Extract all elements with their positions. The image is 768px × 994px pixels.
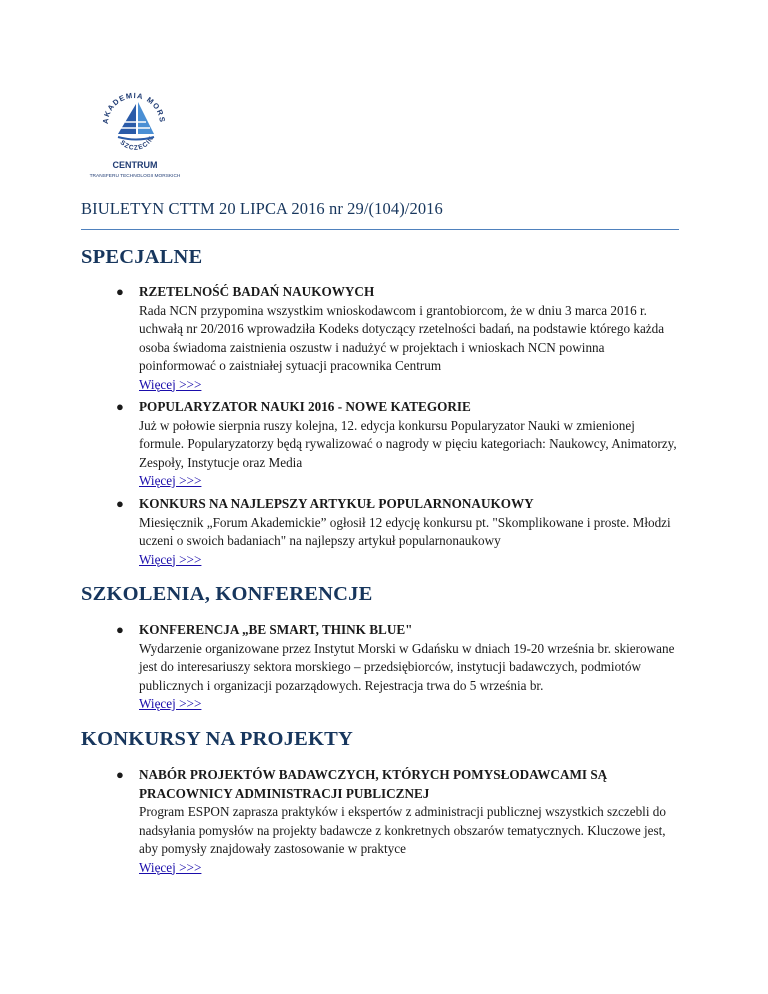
section-heading-szkolenia: SZKOLENIA, KONFERENCJE — [81, 583, 373, 605]
svg-text:AKADEMIA MORSKA — [88, 78, 167, 124]
list-item — [81, 621, 681, 714]
item-text: Już w połowie sierpnia ruszy kolejna, 12. edycja konkursu Popularyzator Nauki w zmienionej formule. Popularyzatorzy będą rywalizować o nagrody w pięciu kategoriach: Naukowcy, Animatorzy, Zespoły, Instytucje oraz Media — [139, 417, 677, 470]
sail-icon — [118, 102, 154, 140]
logo-name: CENTRUM — [112, 160, 158, 170]
item-text: Wydarzenie organizowane przez Instytut Morski w Gdańsku w dniach 19-20 września br. skierowane jest do interesariuszy sektora morskiego – przedsiębiorców, instytucji badawczych, podmiotów publicznych i organizacji pozarządowych. Rejestracja trwa do 5 września br. — [139, 640, 675, 693]
bullet-icon: ● — [116, 767, 124, 782]
item-title: RZETELNOŚĆ BADAŃ NAUKOWYCH — [139, 284, 375, 299]
section-heading-specjalne: SPECJALNE — [81, 246, 203, 268]
item-title: KONFERENCJA „BE SMART, THINK BLUE" — [139, 622, 413, 637]
more-link[interactable]: Więcej >>> — [139, 696, 202, 711]
logo — [88, 78, 208, 188]
logo-arc-text: AKADEMIA MORS — [100, 90, 168, 125]
more-link[interactable]: Więcej >>> — [139, 376, 202, 392]
item-text: Rada NCN przypomina wszystkim wnioskodawcom i grantobiorcom, że w dniu 3 marca 2016 r. uchwałą nr 20/2016 wprowadziła Kodeks dotyczący rzetelności badań, na podstawie którego każda osoba świadoma zaistnienia oszustw i nadużyć w projektach i wnioskach NCN powinna poinformować o zaistniałej sytuacji pracownika Centrum — [139, 302, 665, 373]
section-heading-konkursy: KONKURSY NA PROJEKTY — [81, 728, 354, 750]
item-text: Miesięcznik „Forum Akademickie” ogłosił 12 edycję konkursu pt. "Skomplikowane i proste. Młodzi uczeni o swoich badaniach" na najlepszy artykuł popularnonaukowy — [139, 514, 671, 548]
bullet-icon: ● — [116, 399, 124, 414]
more-link[interactable]: Więcej >>> — [139, 551, 202, 567]
bullet-icon: ● — [116, 496, 124, 511]
more-link[interactable]: Więcej >>> — [139, 473, 202, 488]
bulletin-title: BIULETYN CTTM 20 LIPCA 2016 nr 29/(104)/2016 — [81, 199, 679, 230]
item-title: NABÓR PROJEKTÓW BADAWCZYCH, KTÓRYCH POMYSŁODAWCAMI SĄ PRACOWNICY ADMINISTRACJI PUBLICZNEJ — [139, 767, 608, 801]
list-item — [81, 766, 681, 877]
more-link[interactable]: Więcej >>> — [139, 859, 202, 875]
item-text: Program ESPON zaprasza praktyków i ekspertów z administracji publicznej wszystkich szczebli do nadsyłania pomysłów na projekty badawcze z konkretnych obszarów tematycznych. Kluczowe jest, aby pomysły znajdowały zastosowanie w praktyce — [139, 804, 666, 856]
logo-emblem — [88, 78, 208, 188]
item-title: KONKURS NA NAJLEPSZY ARTYKUŁ POPULARNONAUKOWY — [139, 496, 534, 511]
list-item — [81, 283, 681, 394]
item-title: POPULARYZATOR NAUKI 2016 - NOWE KATEGORIE — [139, 399, 471, 414]
bullet-icon: ● — [116, 284, 124, 299]
list-item — [81, 495, 681, 569]
list-item — [81, 398, 681, 491]
logo-subtitle: TRANSFERU TECHNOLOGII MORSKICH — [89, 174, 181, 179]
logo-bottom-arc-text: SZCZECIN — [118, 134, 156, 152]
bullet-icon: ● — [116, 622, 124, 637]
